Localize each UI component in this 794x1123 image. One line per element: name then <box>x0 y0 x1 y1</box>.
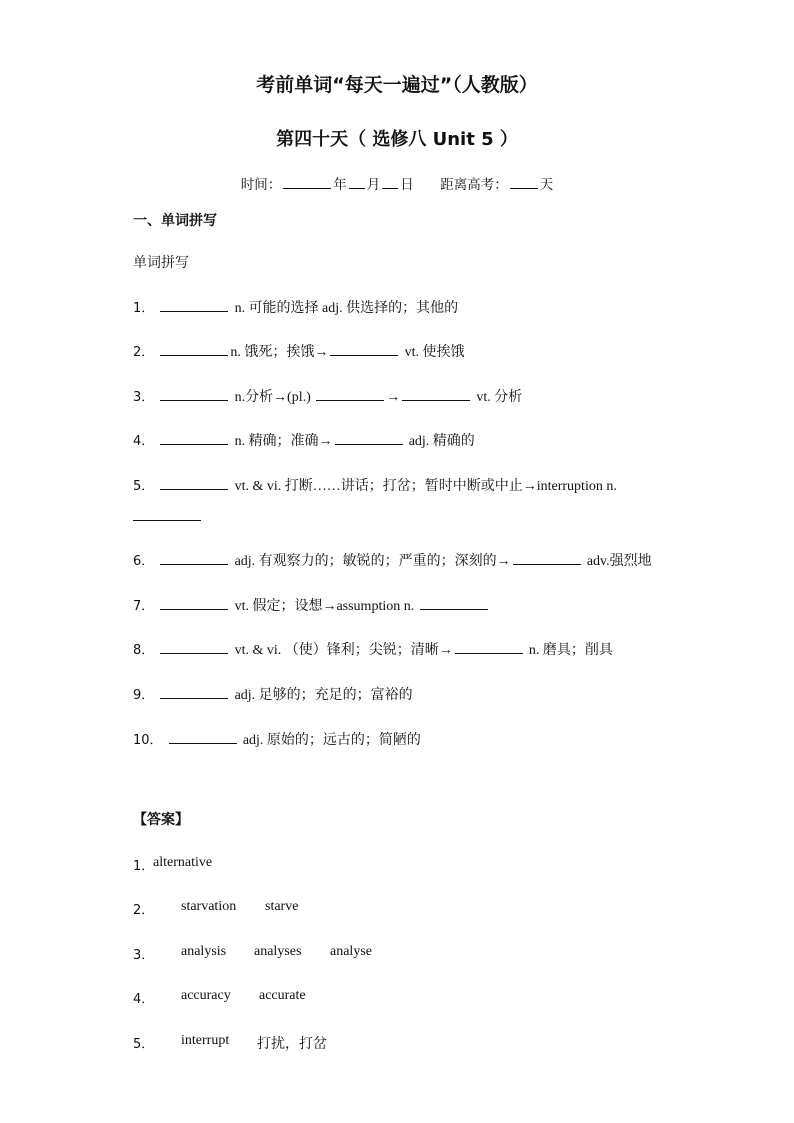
question-8: 8． vt. & vi. （使）锋利；尖锐；清晰→ n. 磨具；削具 <box>133 639 613 659</box>
answer-blank <box>160 341 228 356</box>
year-blank <box>283 174 331 189</box>
question-5-continuation <box>133 506 203 525</box>
answer-meaning: 打扰，打岔 <box>257 1036 327 1052</box>
answer-blank <box>160 475 228 490</box>
days-unit-label: 天 <box>539 177 554 193</box>
answer-blank <box>330 341 398 356</box>
exam-countdown-label: 距离高考： <box>440 177 508 193</box>
date-label: 时间： <box>240 177 282 193</box>
question-5: 5． vt. & vi. 打断……讲话；打岔；暂时中断或中止→interruption n. <box>133 475 617 495</box>
answer-word: interrupt <box>181 1033 230 1048</box>
answer-word: analyse <box>330 944 372 959</box>
section-subheading: 单词拼写 <box>133 255 189 271</box>
document-title: 考前单词“每天一遍过”（人教版） <box>256 74 538 96</box>
answer-blank <box>316 386 384 401</box>
date-line <box>0 173 794 193</box>
answer-blank <box>160 297 228 312</box>
answer-blank <box>169 729 237 744</box>
answer-blank <box>133 506 201 521</box>
answer-1: 1． alternative <box>133 855 213 874</box>
month-label: 月 <box>366 177 381 193</box>
answer-2: 2． starvation starve <box>133 899 299 918</box>
answer-blank <box>420 595 488 610</box>
answer-blank <box>160 639 228 654</box>
question-1: 1． n. 可能的选择 adj. 供选择的；其他的 <box>133 297 458 317</box>
question-2: 2． n. 饿死；挨饿→ vt. 使挨饿 <box>133 341 464 361</box>
answer-word: analysis <box>181 944 227 959</box>
answer-blank <box>402 386 470 401</box>
days-blank <box>510 174 538 189</box>
question-7: 7． vt. 假定；设想→assumption n. <box>133 595 490 615</box>
day-label: 日 <box>400 177 414 193</box>
answer-word: starvation <box>181 899 237 914</box>
year-label: 年 <box>333 177 347 193</box>
answer-blank <box>160 386 228 401</box>
answer-blank <box>160 595 228 610</box>
month-blank <box>349 174 365 189</box>
answer-word: accuracy <box>181 988 231 1003</box>
answers-label: 【答案】 <box>133 812 189 828</box>
answer-word: accurate <box>259 988 306 1003</box>
section-heading: 一、单词拼写 <box>133 213 217 229</box>
answer-4: 4． accuracy accurate <box>133 988 306 1007</box>
answer-word: alternative <box>153 855 213 870</box>
question-4: 4． n. 精确；准确→ adj. 精确的 <box>133 430 475 450</box>
question-10: 10． adj. 原始的；远古的；简陋的 <box>133 729 421 749</box>
answer-5: 5． interrupt 打扰，打岔 <box>133 1033 327 1052</box>
document-subtitle: 第四十天（ 选修八 Unit 5 ） <box>276 129 518 150</box>
answer-word: starve <box>265 899 299 914</box>
answer-blank <box>160 430 228 445</box>
question-6: 6． adj. 有观察力的；敏锐的；严重的；深刻的→ adv.强烈地 <box>133 550 652 570</box>
question-3: 3． n.分析→(pl.) → vt. 分析 <box>133 386 522 406</box>
answer-blank <box>513 550 581 565</box>
question-9: 9． adj. 足够的；充足的；富裕的 <box>133 684 413 704</box>
answer-blank <box>335 430 403 445</box>
answer-blank <box>160 684 228 699</box>
answer-blank <box>455 639 523 654</box>
answer-3: 3． analysis analyses analyse <box>133 944 372 963</box>
answer-blank <box>160 550 228 565</box>
answer-word: analyses <box>254 944 302 959</box>
day-blank <box>382 174 398 189</box>
